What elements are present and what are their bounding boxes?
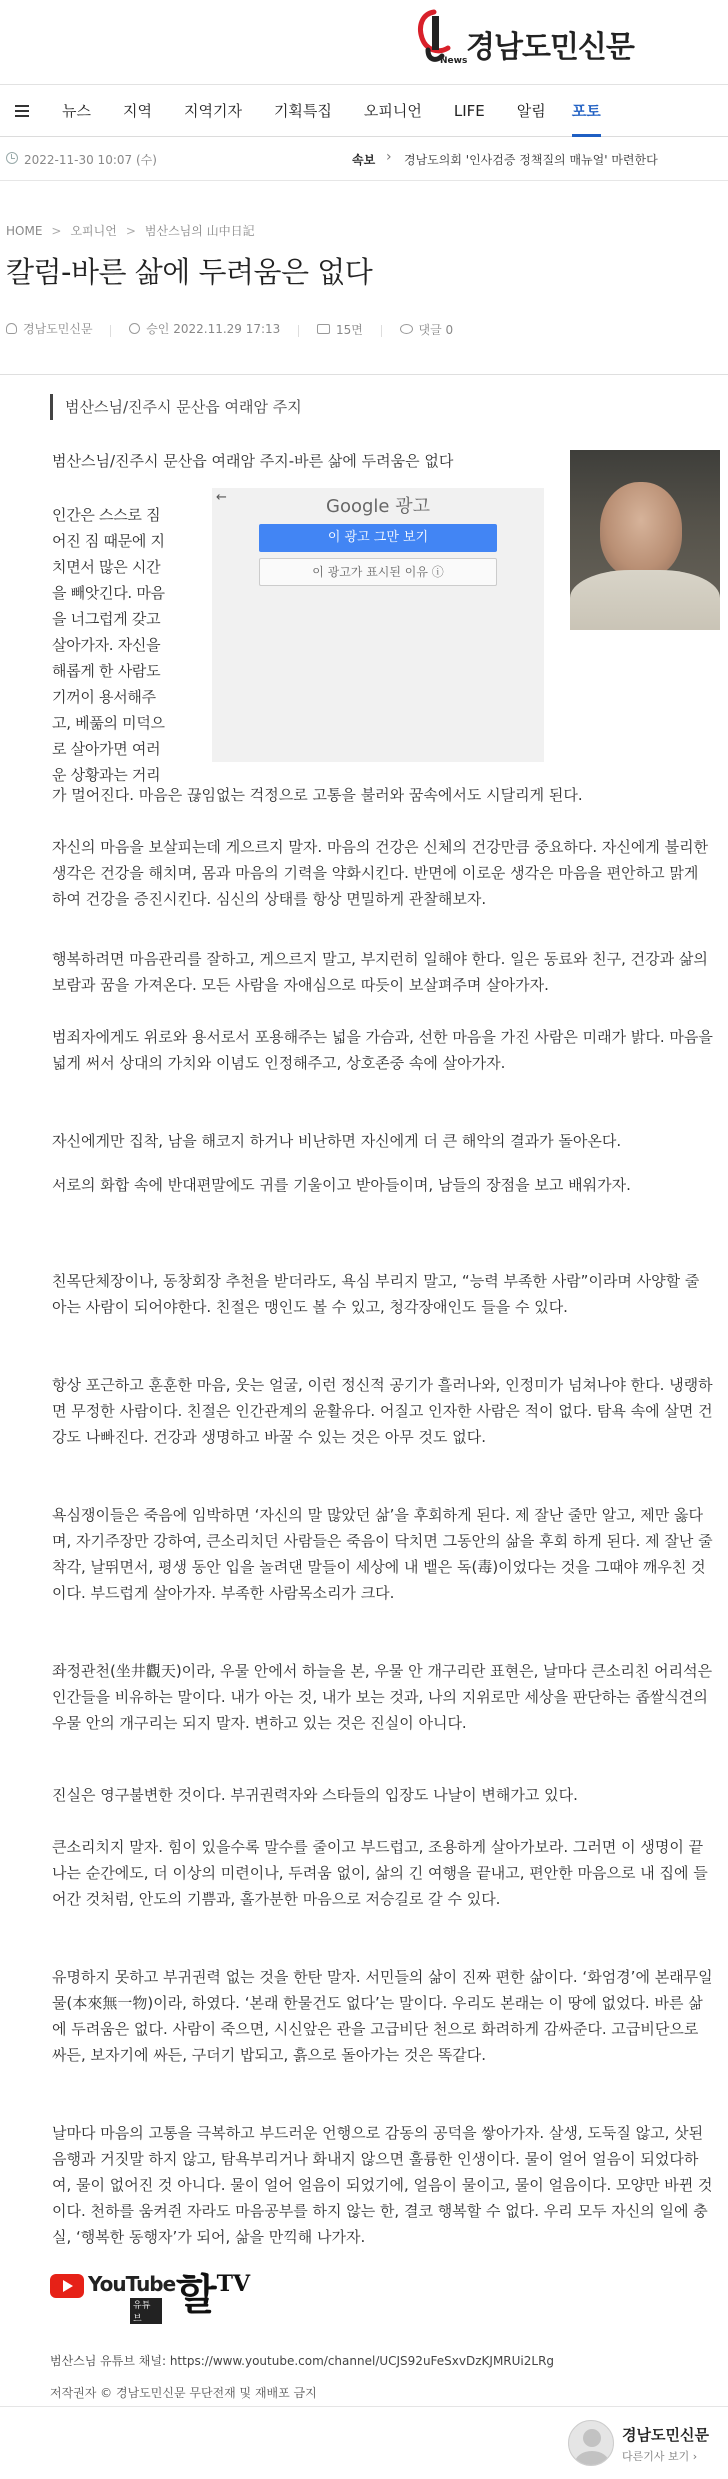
current-date: 2022-11-30 10:07 (수) (24, 153, 157, 167)
author-photo (570, 450, 720, 630)
youtube-logo[interactable] (50, 2270, 176, 2324)
nav-item-news[interactable]: 뉴스 (62, 101, 91, 120)
nav-item-photo[interactable]: 포토 (572, 85, 601, 137)
chevron-icon: > (51, 224, 62, 238)
google-ad (212, 488, 544, 762)
meta-comments-text: 댓글 0 (418, 322, 454, 337)
nav-item-region[interactable]: 지역 (122, 101, 152, 120)
meta-approved (129, 320, 280, 337)
youtube-word: YouTube (88, 2272, 176, 2296)
back-arrow-icon[interactable]: ← (216, 490, 227, 505)
clock-icon (129, 323, 140, 334)
paragraph: 서로의 화합 속에 반대편말에도 귀를 기울이고 받아들이며, 남들의 장점을 보고 배워가자. (52, 1176, 631, 1194)
breadcrumb-section[interactable]: 범산스님의 山中日記 (144, 224, 255, 238)
site-header (0, 0, 728, 85)
site-logo[interactable] (414, 8, 714, 70)
paragraph: 좌정관천(坐井觀天)이라, 우물 안에서 하늘을 본, 우물 안 개구리란 표현은, 날마다 큰소리친 어리석은 인간들을 비유하는 말이다. 내가 아는 것, 내가 보는 것과, 나의 지위로만 세상을 판단하는 좁쌀식견의 우물 안의 개구리는 되지 말자. 변하고 있는 것은 진실이 아니다. (52, 1662, 713, 1732)
nav-item-region-reporter[interactable]: 지역기자 (183, 101, 242, 120)
article-subhead: 범산스님/진주시 문산읍 여래암 주지 (50, 394, 302, 420)
breadcrumb-opinion[interactable]: 오피니언 (70, 224, 117, 238)
meta-author (6, 320, 93, 337)
nav-item-notice[interactable]: 알림 (516, 101, 546, 120)
hal-text: 할 (176, 2270, 217, 2319)
divider (0, 2406, 728, 2407)
hal-tv-logo[interactable] (176, 2262, 250, 2322)
nav-item-feature[interactable]: 기획특집 (273, 101, 332, 120)
other-articles-link[interactable]: 다른기사 보기 › (622, 2450, 698, 2463)
youtube-badge: 유튜브 (130, 2298, 162, 2324)
paragraph: 진실은 영구불변한 것이다. 부귀권력자와 스타들의 입장도 나날이 변해가고 있다. (52, 1786, 578, 1804)
nav-item-opinion[interactable]: 오피니언 (363, 101, 422, 120)
tv-text: TV (216, 2271, 251, 2297)
article-meta (6, 320, 453, 338)
meta-page-text: 15면 (335, 322, 363, 337)
paragraph: 행복하려면 마음관리를 잘하고, 게으르지 말고, 부지런히 일해야 한다. 일은 동료와 친구, 건강과 삶의 보람과 꿈을 가져온다. 모든 사람을 자애심으로 따듯이 보살펴주며 살아가자. (52, 950, 708, 994)
logo-text: 경남도민신문 (466, 30, 634, 65)
meta-comments[interactable] (400, 321, 454, 338)
reporter-name: 경남도민신문 (622, 2426, 709, 2444)
stop-ad-button[interactable]: 이 광고 그만 보기 (259, 524, 497, 552)
clock-icon (6, 152, 18, 164)
logo-sub: News (440, 56, 468, 66)
person-icon (6, 323, 17, 334)
meta-page (317, 321, 363, 338)
divider (0, 374, 728, 375)
breadcrumb-home[interactable]: HOME (6, 224, 43, 238)
meta-approved-text: 승인 2022.11.29 17:13 (146, 322, 281, 336)
main-nav (0, 85, 728, 137)
youtube-channel-link[interactable]: 범산스님 유튜브 채널: https://www.youtube.com/channel/UCJS92uFeSxvDzKJMRUi2LRg (50, 2354, 555, 2368)
youtube-play-icon (50, 2274, 84, 2298)
breadcrumb (6, 222, 255, 239)
paragraph: 큰소리치지 말자. 힘이 있을수록 말수를 줄이고 부드럽고, 조용하게 살아가보라. 그러면 이 생명이 끝나는 순간에도, 더 이상의 미련이나, 두려움 없이, 삶의 긴 여행을 끝내고, 편안한 마음으로 내 집에 들어간 것처럼, 안도의 기쁨과, 홀가분한 마음으로 저승길로 갈 수 있다. (52, 1838, 708, 1908)
paragraph: 날마다 마음의 고통을 극복하고 부드러운 언행으로 감동의 공덕을 쌓아가자. 살생, 도둑질 않고, 삿된 음행과 거짓말 하지 않고, 탐욕부리거나 화내지 않으면 훌륭한 인생이다. 물이 얼어 얼음이 되었다하여, 물이 없어진 것 아니다. 물이 얼어 얼음이 되었기에, 얼음이 물이고, 물이 얼음이다. 모양만 바뀐 것이다. 천하를 움켜쥔 자라도 마음공부를 하지 않는 한, 결코 행복할 수 없다. 우리 모두 자신의 일에 충실, ‘행복한 동행자’가 되어, 삶을 만끽해 나가자. (52, 2124, 713, 2246)
chevron-right-icon: › (386, 149, 392, 165)
why-ad-button[interactable]: 이 광고가 표시된 이유 ⓘ (259, 558, 497, 586)
breaking-news-link[interactable]: 경남도의회 '인사검증 정책질의 매뉴얼' 마련한다 (404, 153, 658, 167)
copyright: 저작권자 © 경남도민신문 무단전재 및 재배포 금지 (50, 2386, 317, 2400)
page-icon (317, 324, 330, 334)
paragraph: 친목단체장이나, 동창회장 추천을 받더라도, 욕심 부리지 말고, “능력 부족한 사람”이라며 사양할 줄 아는 사람이 되어야한다. 친절은 맹인도 볼 수 있고, 청각장애인도 들을 수 있다. (52, 1272, 700, 1316)
paragraph: 유명하지 못하고 부귀권력 없는 것을 한탄 말자. 서민들의 삶이 진짜 편한 삶이다. ‘화엄경’에 본래무일물(本來無一物)이라, 하였다. ‘본래 한물건도 없다’는 말이다. 우리도 본래는 이 땅에 없었다. 바른 삶에 두려움은 없다. 사람이 죽으면, 시신앞은 관을 고급비단 천으로 화려하게 감싸준다. 고급비단으로 싸든, 보자기에 싸든, 구더기 밥되고, 흙으로 돌아가는 것은 똑같다. (52, 1968, 713, 2064)
paragraph: 자신에게만 집착, 남을 해코지 하거나 비난하면 자신에게 더 큰 해악의 결과가 돌아온다. (52, 1132, 622, 1150)
article-title: 칼럼-바른 삶에 두려움은 없다 (6, 255, 373, 289)
paragraph: 항상 포근하고 훈훈한 마음, 웃는 얼굴, 이런 정신적 공기가 흘러나와, 인정미가 넘쳐나야 한다. 냉랭하면 무정한 사람이다. 친절은 인간관계의 윤활유다. 어질고 인자한 사람은 적이 없다. 탐욕 속에 살면 건강도 나빠진다. 건강과 생명하고 바꿀 수 있는 것은 아무 것도 없다. (52, 1376, 713, 1446)
menu-icon[interactable] (0, 85, 44, 137)
date-breaking-bar (0, 137, 728, 181)
comment-icon (400, 324, 413, 334)
nav-item-life[interactable]: LIFE (453, 101, 485, 120)
ad-title: Google 광고 (326, 496, 430, 517)
paragraph: 자신의 마음을 보살피는데 게으르지 말자. 마음의 건강은 신체의 건강만큼 중요하다. 자신에게 불리한 생각은 건강을 해치며, 몸과 마음의 기력을 약화시킨다. 반면에 이로운 생각은 마음을 편안하고 맑게 하여 건강을 증진시킨다. 심신의 상태를 항상 면밀하게 관찰해보자. (52, 838, 709, 908)
article-intro-tail: 가 멀어진다. 마음은 끊임없는 걱정으로 고통을 불러와 꿈속에서도 시달리게 된다. (52, 786, 583, 804)
meta-author-text: 경남도민신문 (23, 322, 93, 336)
paragraph: 욕심쟁이들은 죽음에 임박하면 ‘자신의 말 많았던 삶’을 후회하게 된다. 제 잘난 줄만 알고, 제만 옳다며, 자기주장만 강하여, 큰소리치던 사람들은 죽음이 닥치면 그동안의 삶을 후회 하게 된다. 제 잘난 줄 착각, 날뛰면서, 평생 동안 입을 놀려댄 말들이 세상에 내 뱉은 독(毒)이었다는 것을 그때야 깨우친 것이다. 부드럽게 살아가자. 부족한 사람목소리가 크다. (52, 1506, 713, 1602)
article-intro: 인간은 스스로 짐 어진 짐 때문에 지 치면서 많은 시간 을 빼앗긴다. 마음 을 너그럽게 갖고 살아가자. 자신을 해롭게 한 사람도 기꺼이 용서해주 고, 베풂의 미덕으 로 살아가면 여러 운 상황과는 거리 (52, 506, 165, 784)
avatar (568, 2420, 614, 2466)
breaking-label: 속보 (352, 153, 376, 167)
paragraph: 범죄자에게도 위로와 용서로서 포용해주는 넓을 가슴과, 선한 마음을 가진 사람은 미래가 밝다. 마음을 넓게 써서 상대의 가치와 이념도 인정해주고, 상호존중 속에 살아가자. (52, 1028, 713, 1072)
chevron-icon: > (125, 224, 136, 238)
article-lead: 범산스님/진주시 문산읍 여래암 주지-바른 삶에 두려움은 없다 (52, 452, 454, 470)
